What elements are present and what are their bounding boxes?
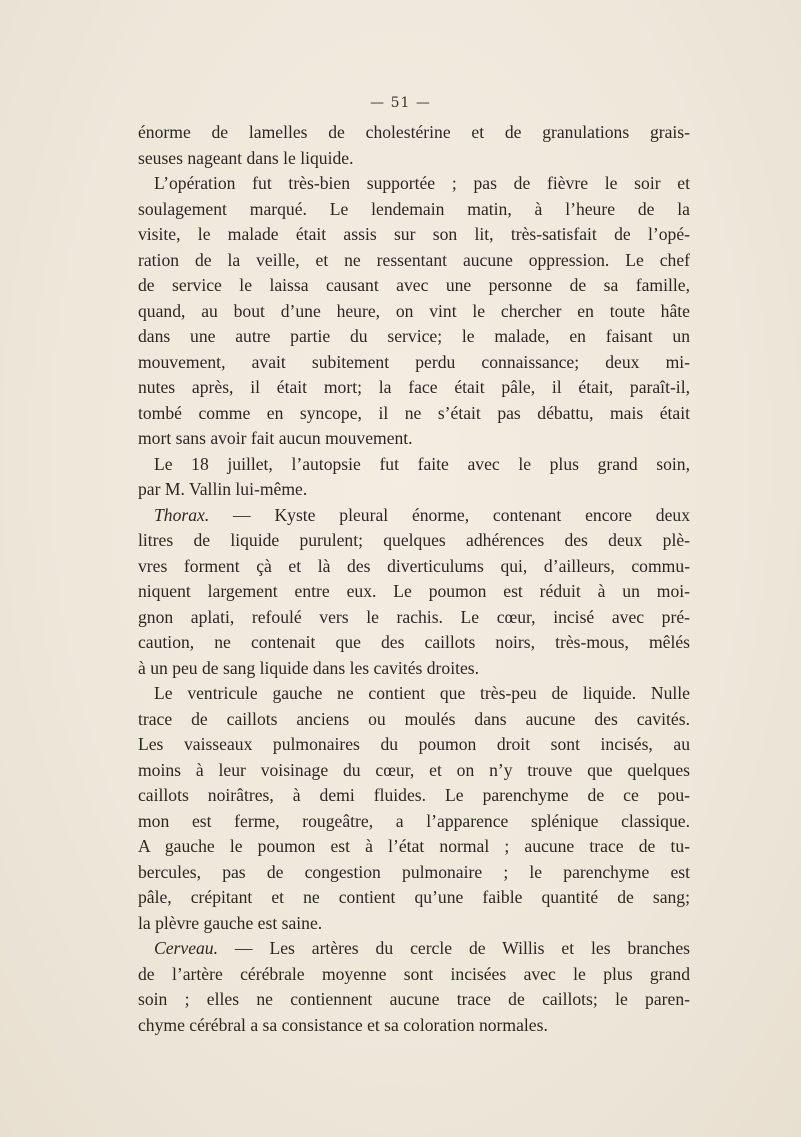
text-line: la plèvre gauche est saine. [138, 912, 323, 933]
text-line: seuses nageant dans le liquide. [138, 147, 354, 168]
text-line: nutes après, il était mort; la face était pâle, il était, paraît-il, [138, 377, 690, 397]
text-line: mort sans avoir fait aucun mouvement. [138, 428, 413, 448]
text-line: pâle, crépitant et ne contient qu’une faible quantité de sang; [138, 887, 690, 907]
text-line: mouvement, avait subitement perdu connaissance; deux mi- [138, 351, 690, 372]
text-line: A gauche le poumon est à l’état normal ; aucune trace de tu- [138, 836, 690, 856]
line-text: — Les artères du cercle de Willis et les branches [218, 938, 690, 958]
section-lead: Cerveau. [154, 938, 219, 958]
text-line: niquent largement entre eux. Le poumon est réduit à un moi- [138, 581, 690, 601]
text-line: visite, le malade était assis sur son lit, très-satisfait de l’opé- [138, 224, 690, 244]
text-line: de service le laissa causant avec une personne de sa famille, [138, 275, 690, 295]
text-line: trace de caillots anciens ou moulés dans aucune des cavités. [138, 708, 690, 729]
text-line: Les vaisseaux pulmonaires du poumon droit sont incisés, au [138, 734, 690, 754]
text-line: quand, au bout d’une heure, on vint le chercher en toute hâte [138, 300, 690, 321]
text-line [138, 936, 690, 962]
text-line: moins à leur voisinage du cœur, et on n’y trouve que quelques [138, 759, 690, 780]
text-line: bercules, pas de congestion pulmonaire ; le parenchyme est [138, 861, 690, 882]
text-line: par M. Vallin lui-même. [138, 479, 308, 499]
text-line: vres forment çà et là des diverticulums qui, d’ailleurs, commu- [138, 555, 690, 576]
page-number: — 51 — [370, 95, 431, 111]
line-text: — Kyste pleural énorme, contenant encore deux [209, 504, 690, 525]
text-line [138, 503, 690, 529]
body-text [138, 120, 690, 1038]
text-line: soin ; elles ne contiennent aucune trace de caillots; le paren- [138, 989, 690, 1009]
text-line: tombé comme en syncope, il ne s’était pas débattu, mais était [138, 402, 690, 423]
text-line: Le ventricule gauche ne contient que très-peu de liquide. Nulle [154, 683, 690, 703]
text-line: soulagement marqué. Le lendemain matin, à l’heure de la [138, 198, 690, 219]
text-line: caution, ne contenait que des caillots noirs, très-mous, mêlés [138, 632, 690, 652]
text-line: L’opération fut très-bien supportée ; pas de fièvre le soir et [154, 173, 690, 193]
text-line: litres de liquide purulent; quelques adhérences des deux plè- [138, 530, 690, 550]
text-line: gnon aplati, refoulé vers le rachis. Le cœur, incisé avec pré- [138, 606, 690, 627]
text-line: ration de la veille, et ne ressentant aucune oppression. Le chef [138, 249, 690, 270]
section-lead: Thorax. [154, 504, 210, 525]
text-line: de l’artère cérébrale moyenne sont incisées avec le plus grand [138, 963, 690, 984]
text-line: Le 18 juillet, l’autopsie fut faite avec le plus grand soin, [154, 453, 690, 474]
text-line: dans une autre partie du service; le malade, en faisant un [138, 326, 690, 346]
text-line: mon est ferme, rougeâtre, a l’apparence splénique classique. [138, 810, 690, 831]
text-line: chyme cérébral a sa consistance et sa coloration normales. [138, 1014, 548, 1035]
text-line: énorme de lamelles de cholestérine et de granulations grais- [138, 122, 690, 142]
text-line: à un peu de sang liquide dans les cavités droites. [138, 657, 480, 678]
text-line: caillots noirâtres, à demi fluides. Le parenchyme de ce pou- [138, 785, 690, 805]
